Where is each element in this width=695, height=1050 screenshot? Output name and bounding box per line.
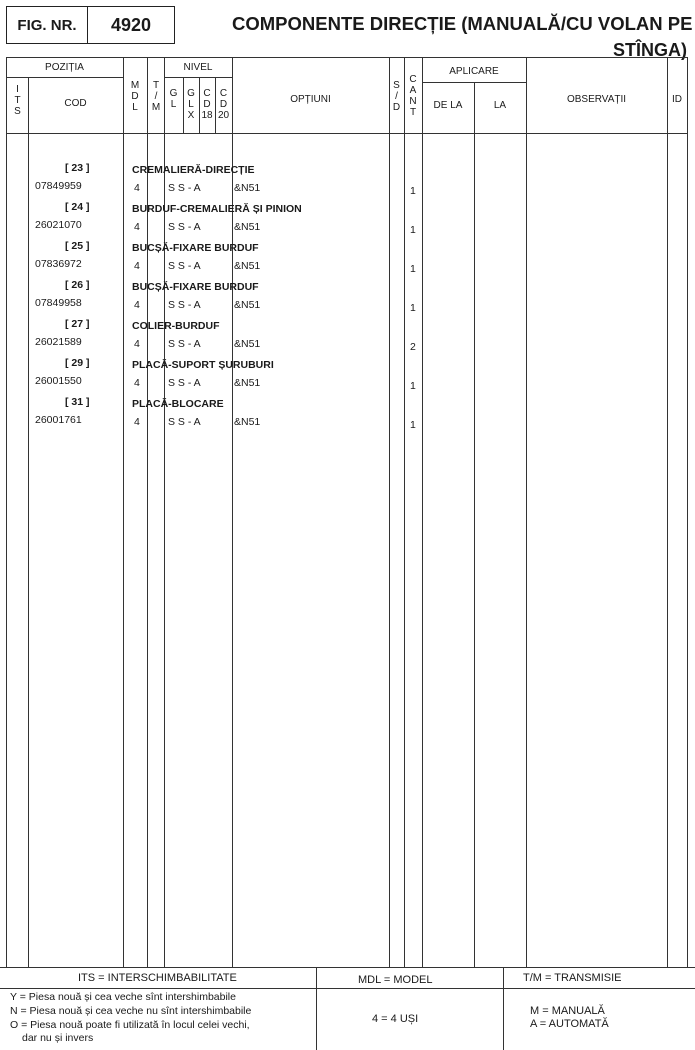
page-title-continued: STÎNGA)	[613, 40, 687, 60]
part-description: CREMALIERĂ-DIRECȚIE	[132, 164, 255, 176]
part-description: COLIER-BURDUF	[132, 320, 220, 332]
legend-divider	[0, 988, 695, 989]
model-value: 4	[134, 416, 140, 428]
part-code: 07849959	[35, 180, 82, 192]
part-description: BURDUF-CREMALIERĂ ȘI PINION	[132, 203, 302, 215]
position-number: [ 25 ]	[65, 240, 90, 252]
option-code: &N51	[234, 377, 261, 389]
nivel-values: S S - A	[168, 260, 201, 272]
header-glx: G L X	[187, 88, 195, 121]
legend-col1-line	[316, 967, 317, 1050]
header-sd: S / D	[392, 80, 401, 113]
part-code: 07836972	[35, 258, 82, 270]
list-item	[0, 396, 695, 435]
option-code: &N51	[234, 221, 261, 233]
position-number: [ 24 ]	[65, 201, 90, 213]
figure-number: 4920	[110, 14, 152, 35]
quantity: 1	[410, 263, 416, 275]
position-number: [ 29 ]	[65, 357, 90, 369]
header-bottom-line	[6, 133, 687, 134]
legend-usi: 4 = 4 UȘI	[372, 1013, 419, 1025]
model-value: 4	[134, 260, 140, 272]
position-number: [ 27 ]	[65, 318, 90, 330]
nivel-values: S S - A	[168, 377, 201, 389]
figure-label: FIG. NR.	[7, 7, 88, 43]
legend-its: ITS = INTERSCHIMBABILITATE	[78, 972, 237, 984]
header-observatii: OBSERVAȚII	[566, 94, 627, 105]
position-number: [ 31 ]	[65, 396, 90, 408]
table-bottom-line	[0, 967, 695, 968]
pozitia-divider	[6, 77, 123, 78]
header-la: LA	[493, 100, 507, 111]
model-value: 4	[134, 377, 140, 389]
header-optiuni: OPȚIUNI	[290, 94, 331, 105]
header-aplicare: APLICARE	[449, 66, 499, 77]
table-top-border	[6, 57, 687, 58]
position-number: [ 26 ]	[65, 279, 90, 291]
list-item	[0, 357, 695, 396]
quantity: 1	[410, 224, 416, 236]
legend-mdl: MDL = MODEL	[358, 974, 433, 986]
header-tm: T / M	[151, 80, 161, 113]
option-code: &N51	[234, 182, 261, 194]
part-code: 26021589	[35, 336, 82, 348]
nivel-values: S S - A	[168, 221, 201, 233]
legend-tm: T/M = TRANSMISIE	[523, 972, 622, 984]
list-item	[0, 318, 695, 357]
option-code: &N51	[234, 260, 261, 272]
model-value: 4	[134, 338, 140, 350]
header-id: ID	[672, 94, 682, 105]
header-cd18: C D 18	[201, 88, 213, 121]
list-item	[0, 279, 695, 318]
quantity: 1	[410, 302, 416, 314]
model-value: 4	[134, 182, 140, 194]
nivel-divider	[164, 77, 232, 78]
legend-o-cont: dar nu și invers	[22, 1032, 94, 1044]
option-code: &N51	[234, 338, 261, 350]
legend-y: Y = Piesa nouă și cea veche sînt intershimbabile	[10, 991, 236, 1003]
quantity: 1	[410, 185, 416, 197]
position-number: [ 23 ]	[65, 162, 90, 174]
nivel-values: S S - A	[168, 182, 201, 194]
model-value: 4	[134, 221, 140, 233]
header-mdl: M D L	[130, 80, 140, 113]
part-code: 26001761	[35, 414, 82, 426]
legend-col2-line	[503, 967, 504, 1050]
legend-o: O = Piesa nouă poate fi utilizată în locul celei vechi,	[10, 1019, 250, 1031]
quantity: 1	[410, 419, 416, 431]
model-value: 4	[134, 299, 140, 311]
nivel-values: S S - A	[168, 416, 201, 428]
legend-manual: M = MANUALĂ	[530, 1005, 605, 1017]
part-description: PLACĂ-BLOCARE	[132, 398, 224, 410]
header-cd20: C D 20	[217, 88, 230, 121]
header-cod: COD	[64, 98, 87, 109]
part-code: 26001550	[35, 375, 82, 387]
part-description: BUCȘĂ-FIXARE BURDUF	[132, 281, 259, 293]
quantity: 1	[410, 380, 416, 392]
part-code: 07849958	[35, 297, 82, 309]
figure-number-box	[6, 6, 175, 44]
header-nivel: NIVEL	[183, 62, 213, 73]
option-code: &N51	[234, 299, 261, 311]
list-item	[0, 240, 695, 279]
page-title: COMPONENTE DIRECȚIE (MANUALĂ/CU VOLAN PE	[232, 13, 693, 34]
header-cant: C A N T	[409, 74, 417, 118]
header-g: G L	[169, 88, 178, 110]
header-de-la: DE LA	[433, 100, 463, 111]
header-pozitia: POZIȚIA	[45, 62, 84, 73]
list-item	[0, 162, 695, 201]
nivel-values: S S - A	[168, 299, 201, 311]
option-code: &N51	[234, 416, 261, 428]
part-code: 26021070	[35, 219, 82, 231]
part-description: PLACĂ-SUPORT ȘURUBURI	[132, 359, 274, 371]
part-description: BUCȘĂ-FIXARE BURDUF	[132, 242, 259, 254]
quantity: 2	[410, 341, 416, 353]
legend-n: N = Piesa nouă și cea veche nu sînt intershimbabile	[10, 1005, 252, 1017]
nivel-values: S S - A	[168, 338, 201, 350]
legend-automat: A = AUTOMATĂ	[530, 1018, 609, 1030]
list-item	[0, 201, 695, 240]
header-its: I T S	[14, 84, 21, 117]
